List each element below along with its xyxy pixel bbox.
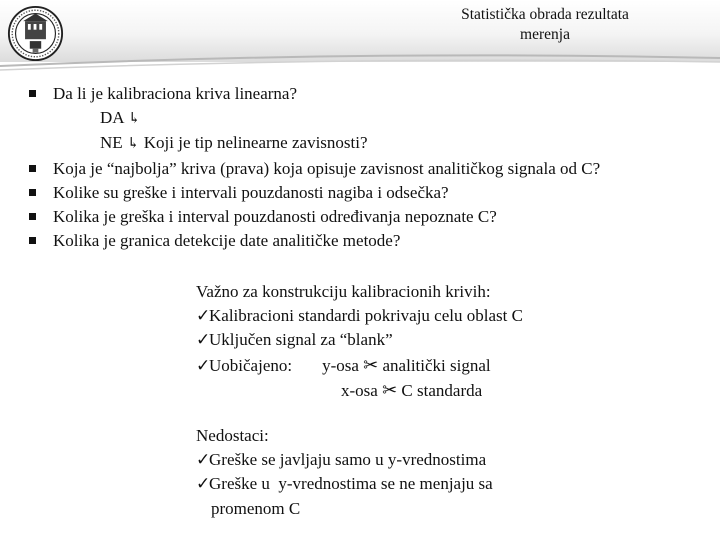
list-item	[29, 181, 600, 205]
arrow-icon: ↳	[127, 111, 141, 128]
drawbacks-notes	[196, 424, 493, 521]
checklist-text: Greške u y-vrednostima se ne menjaju sa	[209, 474, 493, 494]
checklist-item	[196, 448, 493, 472]
list-item	[29, 205, 600, 229]
square-bullet-icon	[29, 213, 36, 220]
list-item	[29, 82, 600, 106]
y-axis-label: y-osa	[322, 355, 359, 375]
question-text: Da li je kalibraciona kriva linearna?	[53, 84, 298, 103]
checklist-item	[196, 304, 523, 328]
square-bullet-icon	[29, 237, 36, 244]
question-text: Kolike su greške i intervali pouzdanosti nagiba i odsečka?	[53, 182, 449, 202]
question-list	[29, 82, 600, 253]
page-title-line-2: merenja	[520, 26, 570, 43]
checklist-item	[196, 353, 523, 378]
calibration-heading: Važno za konstrukciju kalibracionih krivih:	[196, 282, 491, 301]
x-axis-value: C standarda	[401, 380, 483, 400]
square-bullet-icon	[29, 90, 36, 97]
x-axis-label: x-osa	[341, 380, 378, 400]
question-text: Kolika je granica detekcije date analitičke metode?	[53, 231, 401, 251]
arrow-icon: ↳	[126, 136, 140, 153]
answer-da-label: DA	[100, 108, 124, 128]
checklist-text: Kalibracioni standardi pokrivaju celu oblast C	[209, 306, 523, 326]
slide-header	[0, 0, 720, 62]
scissors-icon: ✂	[363, 354, 379, 375]
checkmark-icon: ✓	[196, 474, 211, 494]
checkmark-icon: ✓	[196, 306, 211, 326]
square-bullet-icon	[29, 165, 36, 172]
checklist-item	[196, 472, 493, 496]
answer-ne-text: Koji je tip nelinearne zavisnosti?	[143, 133, 368, 153]
checklist-text: Uobičajeno:	[209, 355, 293, 375]
sub-answer-da	[29, 106, 600, 131]
checkmark-icon: ✓	[196, 355, 211, 375]
university-seal-icon	[7, 5, 64, 62]
checkmark-icon: ✓	[196, 330, 211, 350]
scissors-icon: ✂	[382, 379, 398, 400]
question-text: Kolika je greška i interval pouzdanosti određivanja nepoznate C?	[53, 207, 497, 227]
sub-answer-ne	[29, 131, 600, 156]
question-text: Koja je “najbolja” kriva (prava) koja opisuje zavisnost analitičkog signala od C?	[53, 158, 601, 178]
list-item	[29, 229, 600, 253]
drawbacks-heading: Nedostaci:	[196, 426, 269, 445]
list-item	[29, 157, 600, 181]
y-axis-value: analitički signal	[382, 355, 491, 375]
answer-ne-label: NE	[100, 133, 123, 153]
checklist-text: Greške se javljaju samo u y-vrednostima	[209, 450, 487, 470]
checklist-continuation: promenom C	[211, 498, 301, 518]
x-axis-line	[196, 378, 523, 403]
page-title-line-1: Statistička obrada rezultata	[461, 6, 629, 23]
checkmark-icon: ✓	[196, 450, 211, 470]
checklist-item	[196, 328, 523, 352]
checklist-text: Uključen signal za “blank”	[209, 330, 393, 350]
square-bullet-icon	[29, 189, 36, 196]
page-title	[420, 5, 670, 45]
calibration-notes	[196, 280, 523, 403]
